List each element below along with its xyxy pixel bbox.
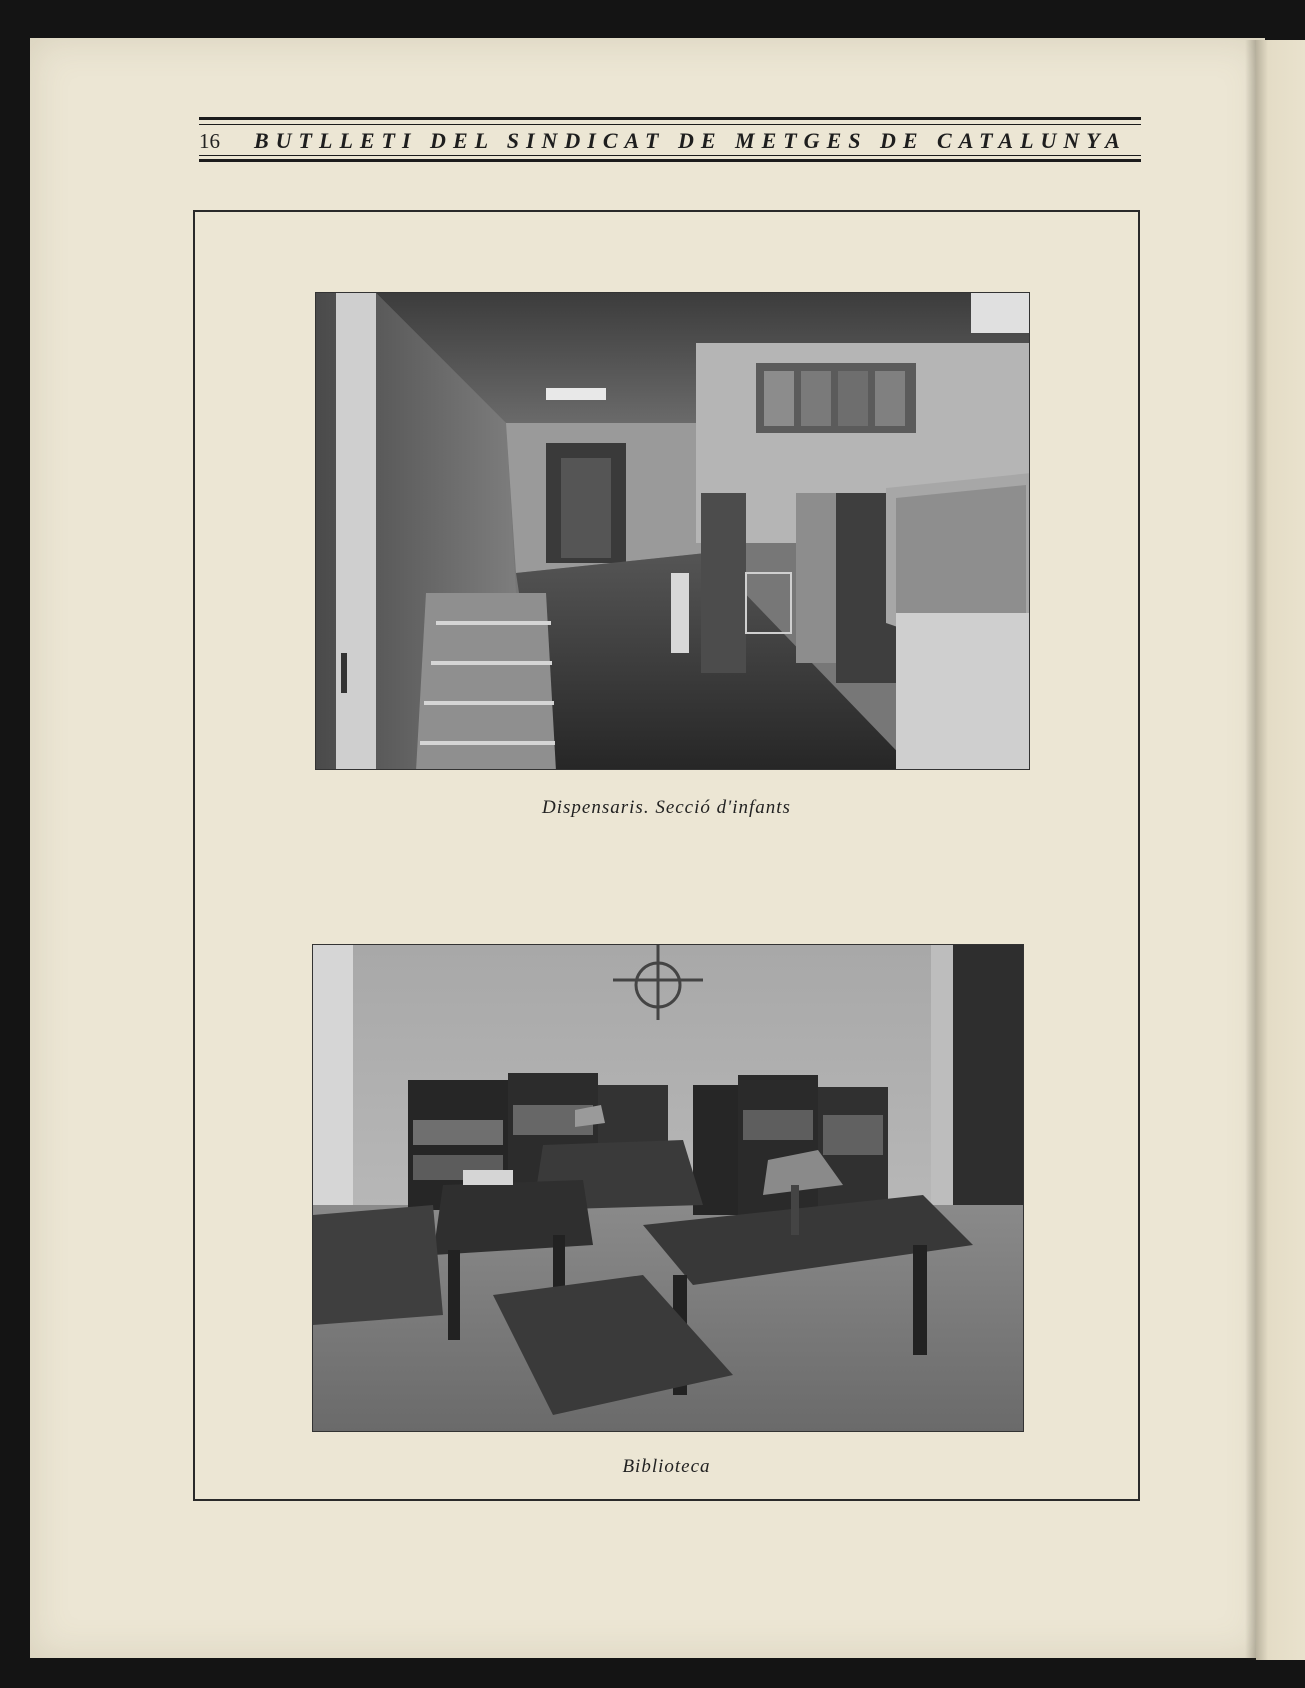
figure-caption: Biblioteca <box>622 1456 711 1477</box>
header-rule <box>199 159 1141 162</box>
figure-caption: Dispensaris. Secció d'infants <box>542 797 791 818</box>
adjacent-page-edge <box>1256 40 1305 1660</box>
photo-library <box>312 944 1024 1432</box>
header-rule <box>199 124 1141 125</box>
header-rule <box>199 117 1141 120</box>
page-number: 16 <box>199 129 220 153</box>
header-rule <box>199 155 1141 156</box>
running-header <box>199 115 1141 165</box>
journal-title: BUTLLETI DEL SINDICAT DE METGES DE CATALUNYA <box>254 128 1127 153</box>
photo-dispensary-corridor <box>315 292 1030 770</box>
